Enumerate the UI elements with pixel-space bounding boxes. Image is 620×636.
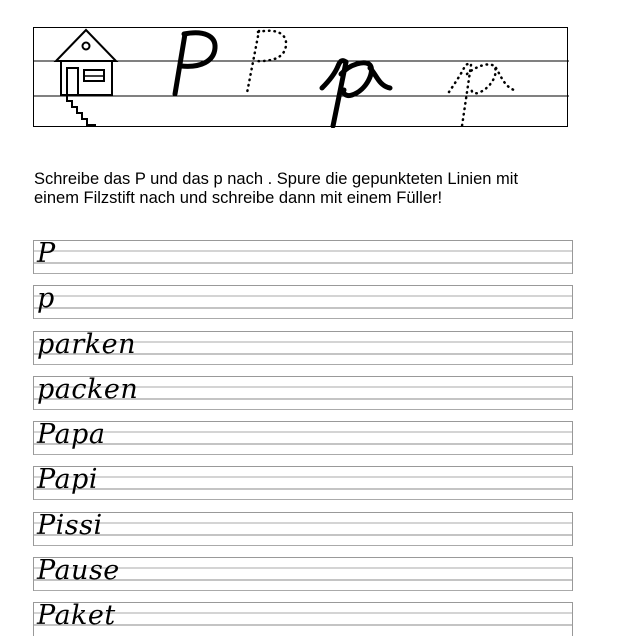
practice-rows xyxy=(33,240,573,636)
practice-word: P xyxy=(37,238,56,269)
capital-p-model-glyph xyxy=(175,33,215,94)
practice-row xyxy=(33,466,573,500)
practice-word: Pause xyxy=(37,555,120,587)
instruction-text xyxy=(34,170,614,208)
practice-row xyxy=(33,285,573,319)
instruction-line-2: einem Filzstift nach und schreibe dann mit einem Füller! xyxy=(34,189,443,207)
practice-word: p xyxy=(37,283,55,315)
practice-word: Papi xyxy=(37,464,98,496)
ruling-lines xyxy=(33,240,573,274)
ruling-lines xyxy=(33,285,573,319)
small-p-model-glyph xyxy=(322,61,390,126)
capital-p-dotted-glyph xyxy=(247,31,286,93)
practice-word: Paket xyxy=(37,600,116,632)
practice-row xyxy=(33,602,573,636)
practice-row xyxy=(33,328,573,365)
practice-row xyxy=(33,509,573,546)
practice-row xyxy=(33,240,573,274)
small-p-dotted-glyph xyxy=(449,64,514,126)
model-lines-svg xyxy=(34,28,569,128)
practice-word: Papa xyxy=(37,419,106,451)
ruling-lines xyxy=(33,466,573,500)
practice-word: Pissi xyxy=(37,509,103,541)
ruling-lines xyxy=(33,421,573,455)
ruling-lines xyxy=(33,512,573,546)
practice-word: parken xyxy=(37,328,137,360)
house-icon xyxy=(56,30,116,125)
instruction-line-1: Schreibe das P und das p nach . Spure die gepunkteten Linien mit xyxy=(34,170,519,188)
practice-word: packen xyxy=(37,373,139,405)
practice-row xyxy=(33,373,573,410)
practice-row xyxy=(33,557,573,591)
practice-row xyxy=(33,421,573,455)
letter-model-box xyxy=(33,27,568,127)
